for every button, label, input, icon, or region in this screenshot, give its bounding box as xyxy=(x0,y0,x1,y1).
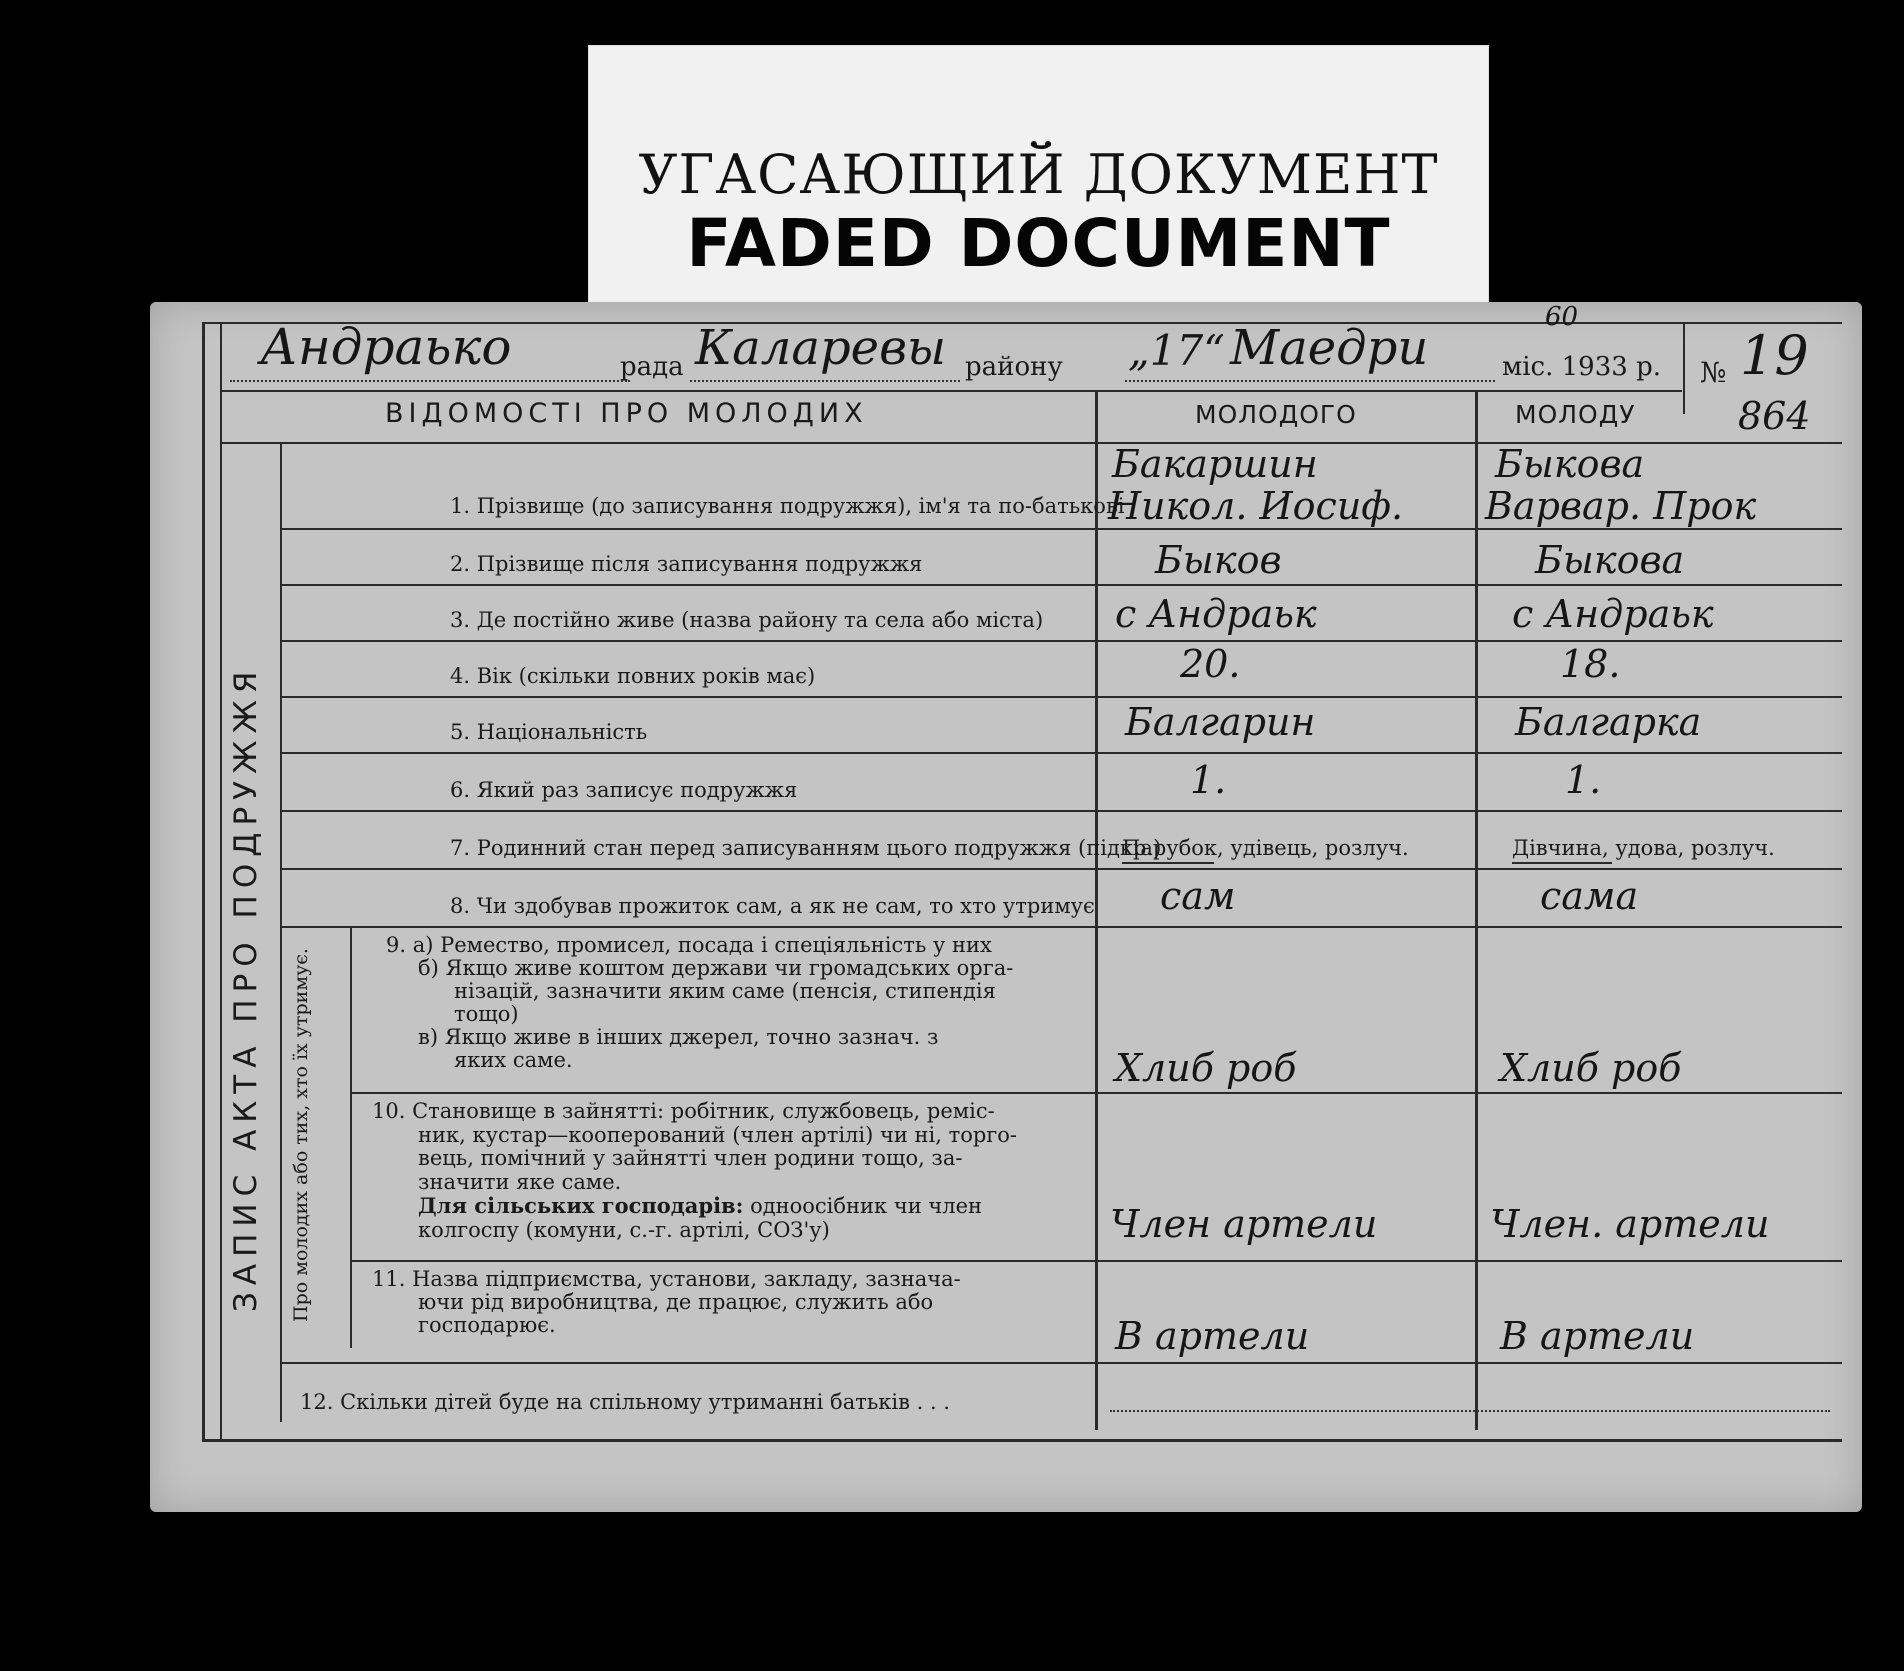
row-11-groom: В артели xyxy=(1115,1314,1310,1358)
row-10-l5-rest: одноосібник чи член xyxy=(743,1194,983,1218)
month-handwritten: Маедри xyxy=(1230,320,1429,376)
side-title: ЗАПИС АКТА ПРО ПОДРУЖЖЯ xyxy=(228,664,264,1312)
row-2-label: 2. Прізвище після записування подружжя xyxy=(450,552,923,576)
row-5-label: 5. Національність xyxy=(450,720,648,744)
stamp-russian-text: УГАСАЮЩИЙ ДОКУМЕНТ xyxy=(638,143,1439,206)
row-1-line xyxy=(282,528,1842,530)
row-2-groom: Быков xyxy=(1155,538,1282,582)
row-6-bride: 1. xyxy=(1565,758,1602,802)
frame-bottom-line xyxy=(202,1439,1842,1442)
row-1-bride-surname: Быкова xyxy=(1495,442,1645,486)
row-9-c2: яких саме. xyxy=(454,1048,573,1072)
row-3-bride: с Андраьк xyxy=(1512,592,1714,636)
month-year-label: міс. 1933 р. xyxy=(1502,352,1661,382)
label-column-divider xyxy=(280,442,282,1422)
row-5-bride: Балгарка xyxy=(1515,700,1702,744)
village-dotted-line xyxy=(230,380,630,382)
bride-column-header: МОЛОДУ xyxy=(1515,400,1636,429)
row-10-l1: 10. Становище в зайнятті: робітник, службовець, реміс- xyxy=(372,1099,995,1123)
row-11-l1: 11. Назва підприємства, установи, закладу, зазнача- xyxy=(372,1267,961,1291)
row-2-line xyxy=(282,584,1842,586)
row-4-label: 4. Вік (скільки повних років має) xyxy=(450,664,816,688)
row-12-dotted-line xyxy=(1110,1410,1830,1412)
day-handwritten: „17“ xyxy=(1128,326,1225,375)
raion-dotted-line xyxy=(690,380,960,382)
row-4-line xyxy=(282,696,1842,698)
group-side-label: Про молодих або тих, хто їх утримує. xyxy=(290,948,312,1322)
marriage-record-card xyxy=(150,302,1862,1512)
rada-label: рада xyxy=(620,352,684,382)
row-9-text xyxy=(386,934,1013,1072)
raion-handwritten: Каларевы xyxy=(695,320,947,376)
row-10-l2: ник, кустар—кооперований (член артілі) чи ні, торго- xyxy=(418,1122,1018,1147)
row-9-b2: нізацій, зазначити яким саме (пенсія, стипендія xyxy=(454,979,996,1003)
row-11-bride: В артели xyxy=(1500,1314,1695,1358)
row-6-line xyxy=(282,810,1842,812)
row-3-groom: с Андраьк xyxy=(1115,592,1317,636)
row-1-label: 1. Прізвище (до записування подружжя), ім'я та по-батькові xyxy=(450,494,1125,518)
row-1-groom-surname: Бакаршин xyxy=(1112,442,1318,486)
bride-column-divider xyxy=(1475,390,1478,1430)
groom-column-divider xyxy=(1095,390,1098,1430)
row-7-groom-underline xyxy=(1122,862,1214,864)
row-10-l5-bold: Для сільських господарів: xyxy=(418,1193,744,1218)
row-10-l3: вець, помічний у зайнятті член родини тощо, за- xyxy=(418,1146,963,1170)
row-10-line xyxy=(352,1260,1842,1262)
row-11-l3: господарює. xyxy=(418,1313,556,1337)
row-1-groom-name: Никол. Иосиф. xyxy=(1108,484,1404,528)
row-10-l4: значити яке саме. xyxy=(418,1169,622,1194)
village-handwritten: Андраько xyxy=(260,318,512,376)
row-3-label: 3. Де постійно живе (назва району та села або міста) xyxy=(450,608,1044,632)
row-10-l5 xyxy=(372,1194,1017,1219)
row-9-b1: б) Якщо живе коштом держави чи громадських орга- xyxy=(418,956,1014,980)
row-9-bride: Хлиб роб xyxy=(1500,1046,1682,1090)
row-1-bride-name: Варвар. Прок xyxy=(1485,484,1757,528)
row-10-text xyxy=(372,1100,1017,1242)
row-10-l6: колгоспу (комуни, с.-г. артілі, СОЗ'у) xyxy=(418,1217,830,1242)
row-10-groom: Член артели xyxy=(1110,1202,1378,1246)
groom-column-header: МОЛОДОГО xyxy=(1195,400,1357,429)
row-11-text xyxy=(372,1268,961,1337)
row-12-label: 12. Скільки дітей буде на спільному утриманні батьків . . . xyxy=(300,1390,950,1414)
faded-document-stamp xyxy=(588,45,1489,307)
stamp-english-text: FADED DOCUMENT xyxy=(686,205,1391,282)
row-8-groom: сам xyxy=(1160,874,1236,918)
frame-left-inner-line xyxy=(220,322,222,1442)
group-inner-divider xyxy=(350,928,352,1348)
number-label: № xyxy=(1700,356,1727,389)
table-top-line xyxy=(222,390,1682,392)
row-6-groom: 1. xyxy=(1190,758,1227,802)
row-11-l2: ючи рід виробництва, де працює, служить або xyxy=(418,1290,934,1314)
row-7-bride-options: Дівчина, удова, розлуч. xyxy=(1512,836,1775,860)
row-9-c1: в) Якщо живе в інших джерел, точно зазнач. з xyxy=(418,1025,939,1049)
row-5-line xyxy=(282,752,1842,754)
row-8-bride: сама xyxy=(1540,874,1639,918)
row-9-groom: Хлиб роб xyxy=(1115,1046,1297,1090)
row-8-label: 8. Чи здобував прожиток сам, а як не сам, то хто утримує xyxy=(450,894,1095,918)
row-2-bride: Быкова xyxy=(1535,538,1685,582)
raion-label: району xyxy=(965,352,1063,382)
row-9-b3: тощо) xyxy=(454,1002,519,1026)
row-7-groom-options: Парубок, удівець, розлуч. xyxy=(1122,836,1409,860)
date-dotted-line xyxy=(1125,380,1495,382)
year-correction-handwritten: 60 xyxy=(1545,302,1579,332)
row-9-line xyxy=(352,1092,1842,1094)
number-handwritten: 19 xyxy=(1740,324,1809,387)
row-4-bride: 18. xyxy=(1560,642,1621,686)
row-7-line xyxy=(282,868,1842,870)
row-10-bride: Член. артели xyxy=(1490,1202,1770,1246)
row-6-label: 6. Який раз записує подружжя xyxy=(450,778,798,802)
number-extra-handwritten: 864 xyxy=(1738,394,1811,438)
row-11-line xyxy=(282,1362,1842,1364)
row-5-groom: Балгарин xyxy=(1125,700,1316,744)
row-7-bride-underline xyxy=(1512,862,1612,864)
row-9-a: 9. а) Ремество, промисел, посада і спеціяльність у них xyxy=(386,933,992,957)
row-7-label: 7. Родинний стан перед записуванням цього подружжя (підкр.) xyxy=(450,836,1162,860)
row-8-line xyxy=(282,926,1842,928)
row-4-groom: 20. xyxy=(1180,642,1241,686)
number-box-left-line xyxy=(1683,324,1685,414)
frame-left-line xyxy=(202,322,205,1442)
table-title: ВІДОМОСТІ ПРО МОЛОДИХ xyxy=(385,398,868,429)
